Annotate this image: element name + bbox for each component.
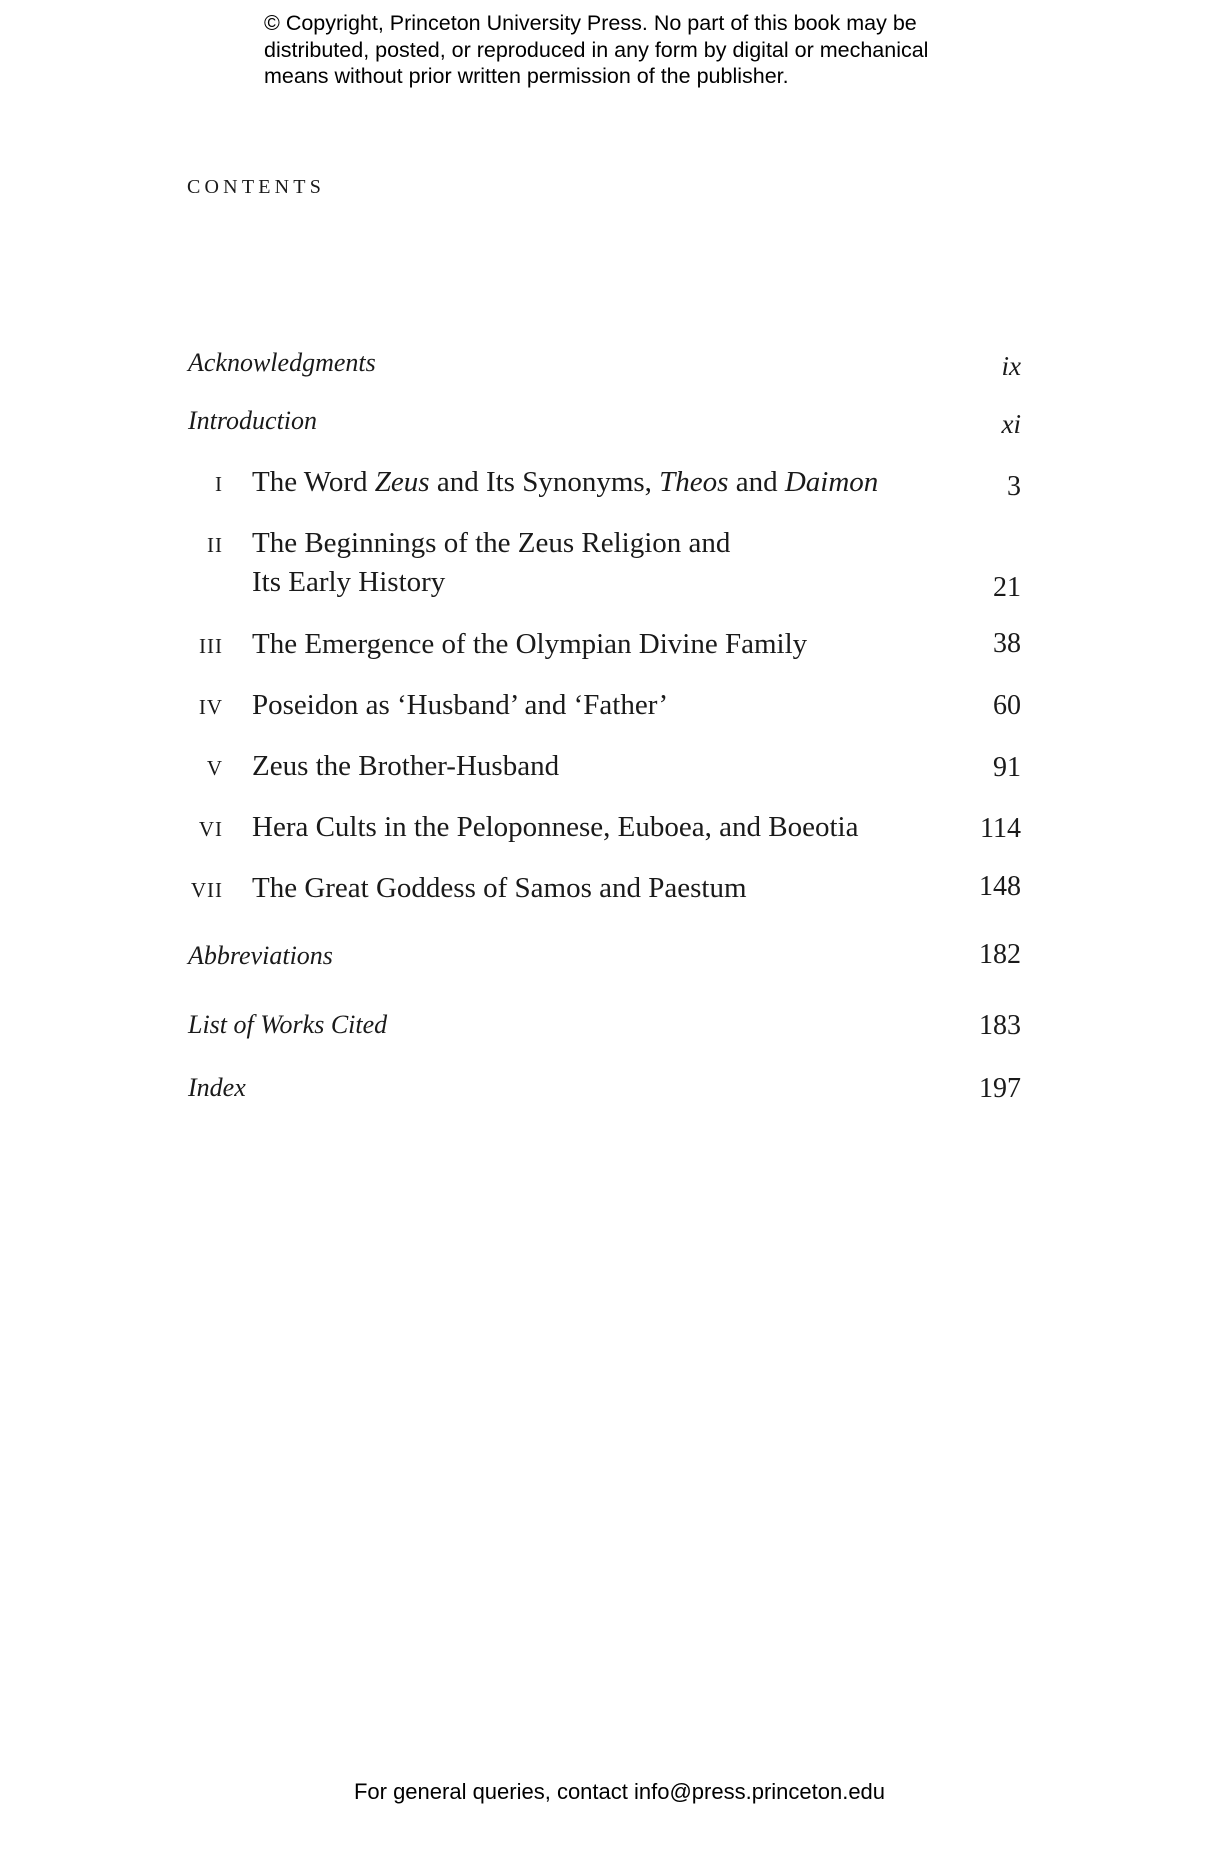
chapter-numeral: VI: [198, 817, 223, 841]
chapter-numeral: VII: [190, 878, 223, 902]
toc-entry-page: 3: [1007, 471, 1021, 502]
toc-entry-page: 182: [979, 939, 1021, 970]
copyright-line: means without prior written permission of the publisher.: [264, 64, 789, 88]
chapter-numeral: V: [206, 756, 223, 780]
copyright-notice: [264, 10, 1024, 90]
chapter-title: Hera Cults in the Peloponnese, Euboea, and Boeotia: [252, 811, 859, 843]
chapter-title: The Emergence of the Olympian Divine Family: [252, 628, 808, 660]
copyright-line: © Copyright, Princeton University Press. No part of this book may be: [264, 11, 917, 35]
chapter-numeral: II: [207, 533, 223, 557]
toc-entry-page: xi: [1001, 409, 1021, 439]
toc-entry-page: 183: [979, 1010, 1021, 1041]
toc-entry-title: Acknowledgments: [188, 348, 376, 377]
toc-entry-page: 114: [980, 813, 1021, 844]
chapter-numeral: IV: [198, 695, 223, 719]
copyright-line: distributed, posted, or reproduced in any form by digital or mechanical: [264, 37, 929, 62]
chapter-numeral: I: [215, 472, 223, 496]
toc-entry-title: Introduction: [188, 406, 318, 435]
chapter-title: The Beginnings of the Zeus Religion and Its Early History: [252, 527, 731, 598]
toc-entry-page: 38: [993, 628, 1021, 659]
footer-contact: For general queries, contact info@press.princeton.edu: [353, 1779, 886, 1804]
toc-entry-page: 148: [979, 871, 1021, 902]
toc-entry-page: 197: [979, 1073, 1021, 1104]
toc-entry-page: 91: [993, 752, 1021, 783]
chapter-title: The Great Goddess of Samos and Paestum: [252, 872, 747, 904]
toc-entry-title: Abbreviations: [188, 941, 333, 970]
toc-entry-page: 60: [993, 690, 1021, 721]
chapter-title: Zeus the Brother-Husband: [252, 750, 560, 782]
toc-entry-title: Index: [188, 1073, 246, 1102]
toc-entry-page: 21: [993, 572, 1021, 603]
toc-entry-page: ix: [1001, 351, 1021, 381]
chapter-numeral: III: [199, 634, 223, 658]
chapter-title: Poseidon as ‘Husband’ and ‘Father’: [252, 689, 669, 721]
toc-entry-title: List of Works Cited: [188, 1010, 388, 1039]
contents-heading: CONTENTS: [187, 176, 326, 198]
chapter-title: The Word Zeus and Its Synonyms, Theos and Daimon: [252, 466, 879, 498]
